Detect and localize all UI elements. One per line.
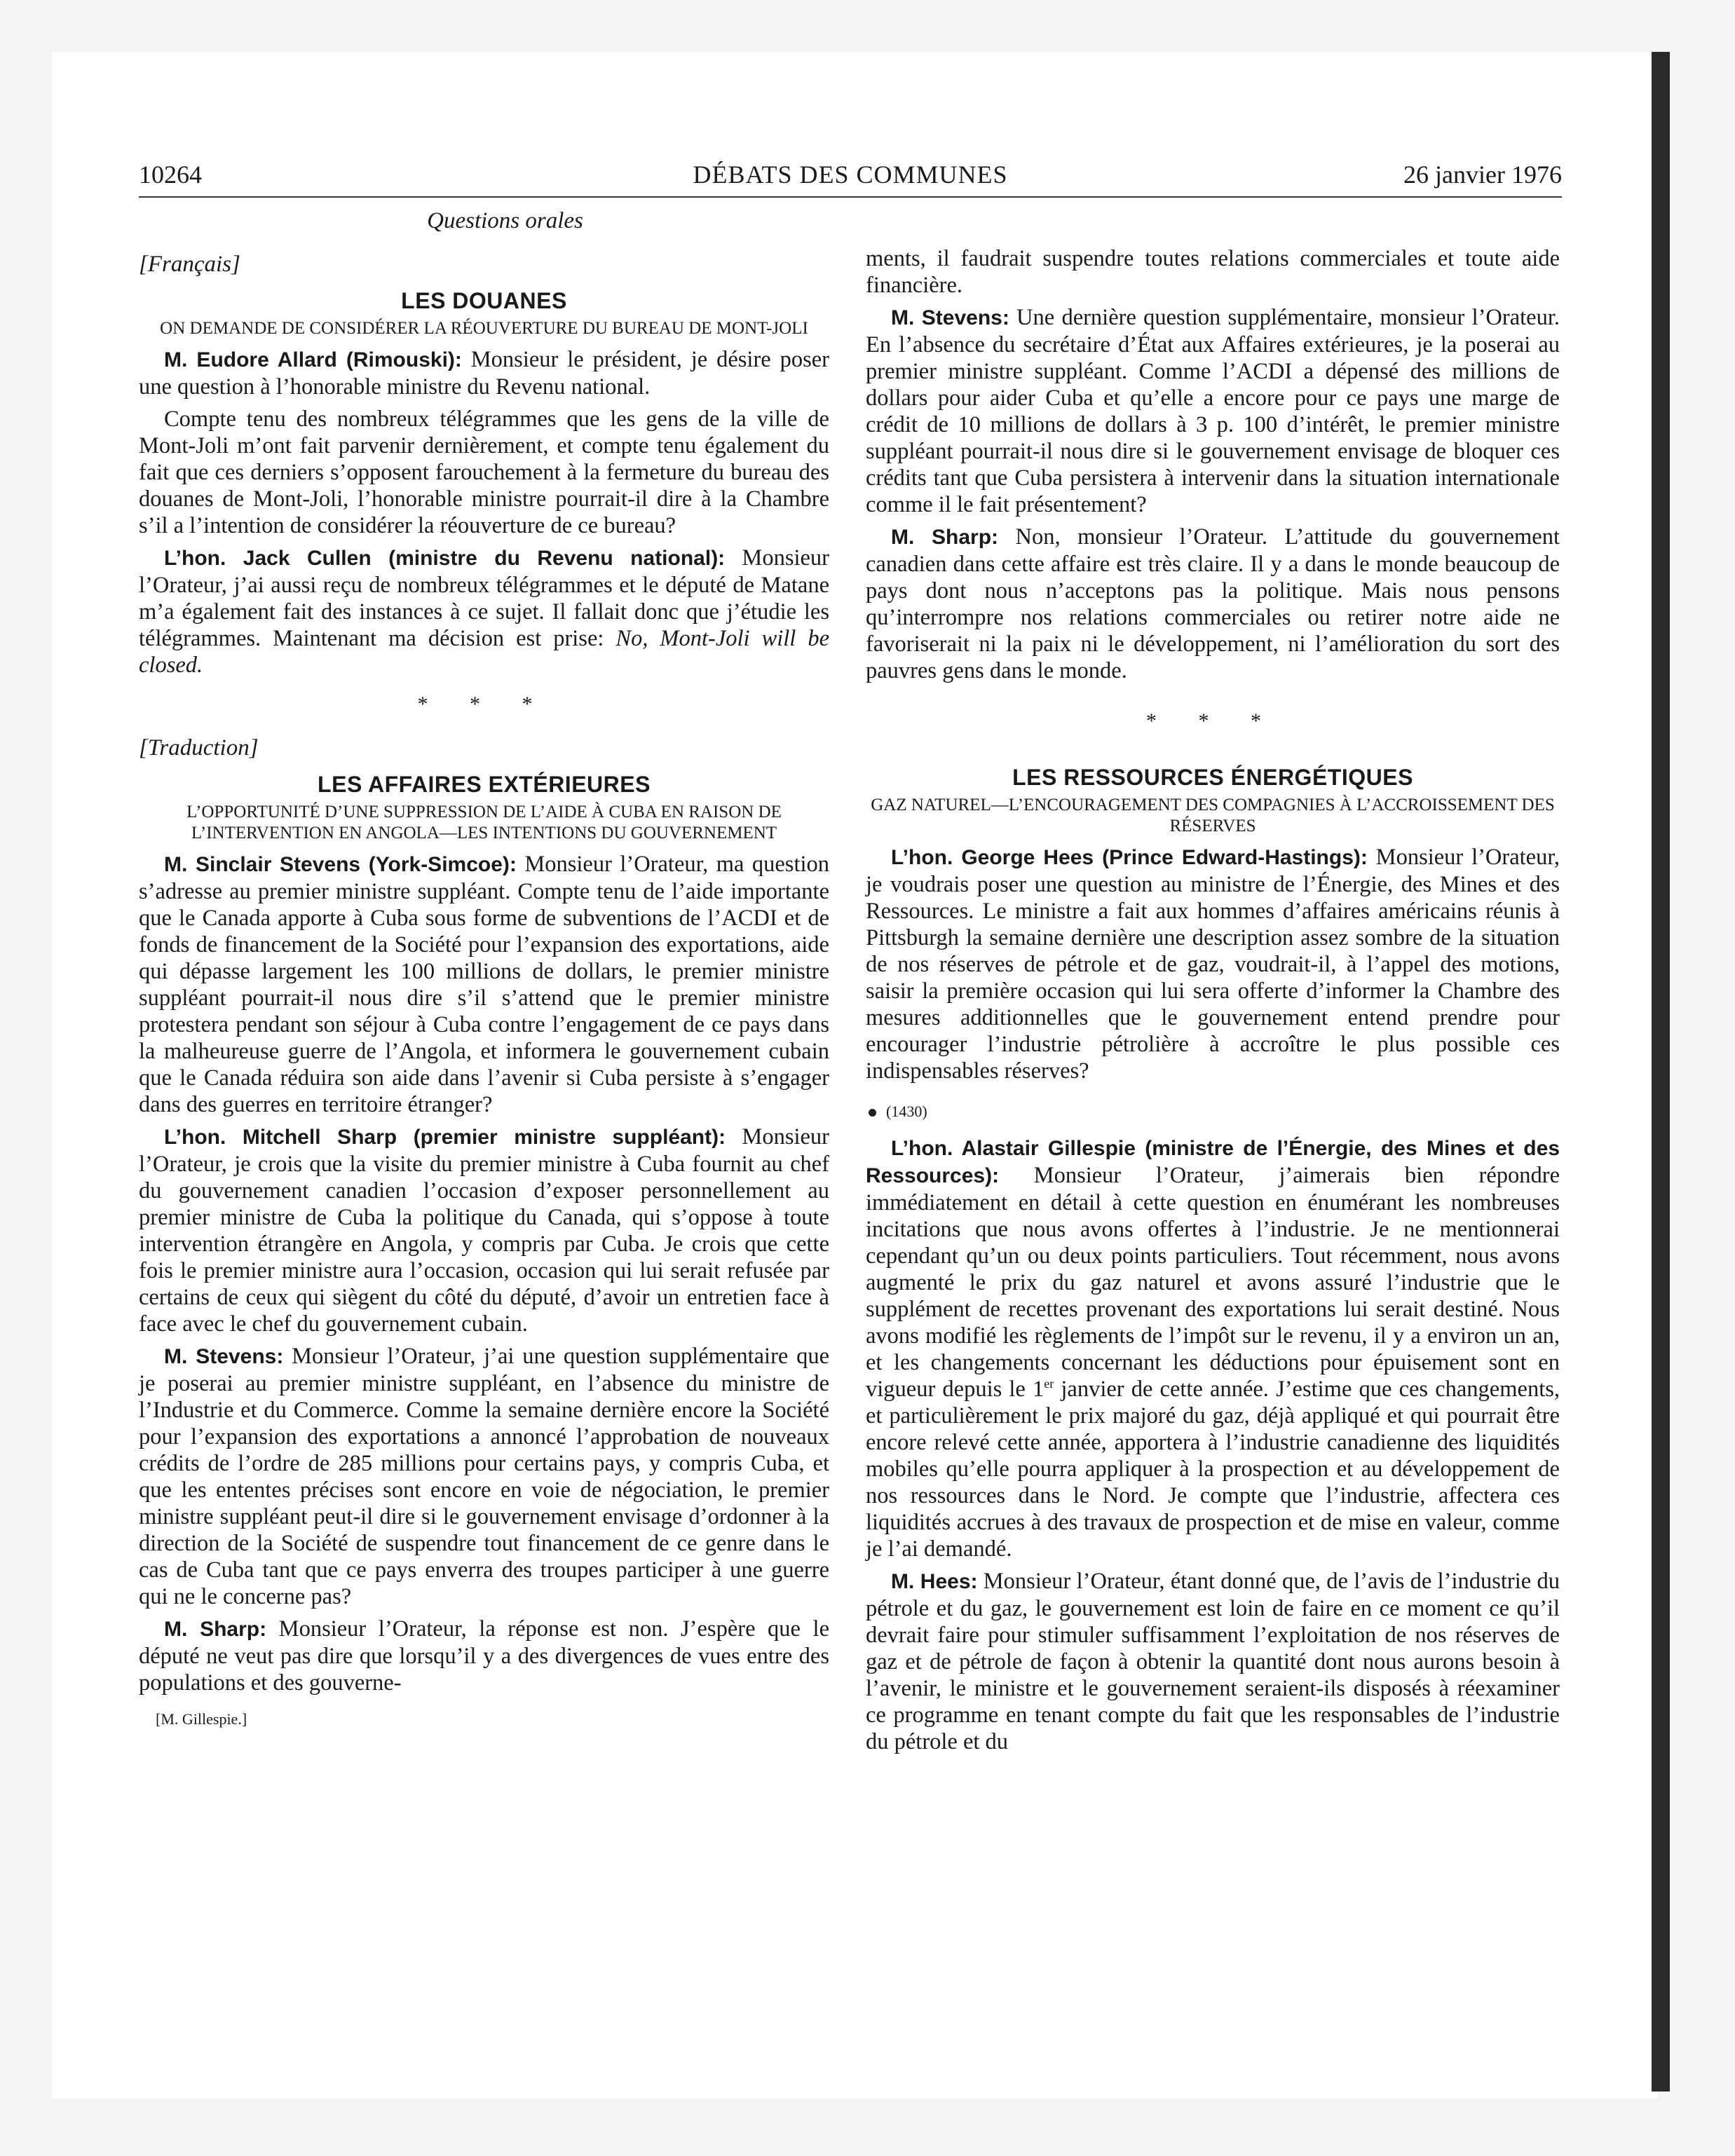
page-header xyxy=(139,160,1562,198)
paragraph xyxy=(139,545,829,678)
paragraph xyxy=(866,524,1560,684)
bullet-icon xyxy=(869,1109,876,1117)
left-column xyxy=(139,207,829,1733)
speaker-name: M. Sinclair Stevens (York-Simcoe): xyxy=(164,853,517,876)
language-marker: [Français] xyxy=(139,252,240,277)
speech-text: Non, monsieur l’Orateur. L’attitude du gouvernement canadien dans cette affaire est très claire. Il y a dans le monde beaucoup de pays dont nous n’acceptons pas la politique. Mais nous pensons qu’interrompre nos relations commerciales ou retirer notre aide ne favoriserait ni la paix ni le développement, ni l’amélioration du sort des pauvres gens dans le monde. xyxy=(866,524,1560,683)
subheading-gaz-naturel: GAZ NATUREL—L’ENCOURAGEMENT DES COMPAGNIES À L’ACCROISSEMENT DES RÉSERVES xyxy=(871,796,1555,835)
page-number: 10264 xyxy=(139,161,202,189)
speech-text: Monsieur l’Orateur, j’ai une question supplémentaire que je poserai au premier ministre suppléant, en l’absence du ministre de l’Industrie et du Commerce. Comme la semaine dernière encore la Société pour l’expansion des exportations a annoncé l’approbation de nouveaux crédits de l’ordre de 285 millions pour certains pays, y compris Cuba, et que les ententes précises sont encore en voie de négociation, le premier ministre suppléant peut-il dire si le gouvernement envisage d’ordonner à la direction de la Société de suspendre tout financement de ce genre dans le cas de Cuba tant que ce pays enverra des troupes participer à une guerre qui ne le concerne pas? xyxy=(139,1344,829,1609)
subheading-cuba: L’OPPORTUNITÉ D’UNE SUPPRESSION DE L’AIDE À CUBA EN RAISON DE L’INTERVENTION EN ANGOLA—LES INTENTIONS DU GOUVERNEMENT xyxy=(186,803,782,842)
speaker-name: L’hon. George Hees (Prince Edward-Hastings): xyxy=(891,846,1368,869)
section-separator: * * * xyxy=(1146,709,1279,732)
speech-text: Monsieur l’Orateur, la réponse est non. J’espère que le député ne veut pas dire que lorsqu’il y a des divergences de vues entre des populations et des gouverne- xyxy=(139,1616,830,1696)
heading-douanes: LES DOUANES xyxy=(401,288,567,313)
speech-text: Monsieur l’Orateur, étant donné que, de l’avis de l’industrie du pétrole et du gaz, le gouvernement est loin de faire en ce moment ce qu’il devrait faire pour stimuler suffisamment l’exploitation de nos réserves de gaz et de pétrole de façon à obtenir la quantité dont nous aurons besoin à l’avenir, le ministre et le gouvernement seraient-ils disposés à réexaminer ce programme en tenant compte du fait que les responsables de l’industrie du pétrole et du xyxy=(866,1569,1560,1754)
subheading-douanes: ON DEMANDE DE CONSIDÉRER LA RÉOUVERTURE DU BUREAU DE MONT-JOLI xyxy=(160,319,808,338)
paragraph xyxy=(139,1124,829,1337)
speech-text: Une dernière question supplémentaire, monsieur l’Orateur. En l’absence du secrétaire d’État aux Affaires extérieures, je la poserai au premier ministre suppléant. Comme l’ACDI a dépensé des millions de dollars pour aider Cuba et qu’elle a encore pour ce pays une marge de crédit de 10 millions de dollars à 3 p. 100 d’intérêt, le premier ministre suppléant pourrait-il nous dire si le gouvernement envisage de bloquer ces crédits tant que Cuba persistera à intervenir dans la situation internationale comme il le fait présentement? xyxy=(866,305,1560,517)
speech-text: Monsieur l’Orateur, ma question s’adresse au premier ministre suppléant. Compte tenu de l’aide importante que le Canada apporte à Cuba sous forme de subventions de l’ACDI et de fonds de financement de la Société pour l’expansion des exportations, aide qui dépasse largement les 100 millions de dollars, le premier ministre suppléant pourrait-il nous dire s’il s’attend que le premier ministre protestera pendant son séjour à Cuba contre l’engagement de ce pays dans la malheureuse guerre de l’Angola, et informera le gouvernement cubain que le Canada réduira son aide dans l’avenir si Cuba persiste à s’engager dans des guerres en territoire étranger? xyxy=(139,852,829,1117)
paragraph: ments, il faudrait suspendre toutes relations commerciales et toute aide financière. xyxy=(866,246,1560,298)
speaker-name: M. Stevens: xyxy=(891,306,1009,329)
publication-title: DÉBATS DES COMMUNES xyxy=(693,161,1008,189)
scan-edge-bar xyxy=(1652,52,1670,2092)
paragraph xyxy=(866,1135,1560,1562)
ordinal-superscript: er xyxy=(1044,1377,1054,1391)
speaker-name: M. Sharp: xyxy=(891,526,999,549)
speaker-name: M. Hees: xyxy=(891,1570,978,1593)
speaker-name: M. Sharp: xyxy=(164,1618,267,1641)
language-marker: [Traduction] xyxy=(139,735,259,760)
speech-text-italic: No, Mont-Joli will be closed. xyxy=(139,626,829,678)
footnote: [M. Gillespie.] xyxy=(156,1710,247,1728)
heading-ressources-energetiques: LES RESSOURCES ÉNERGÉTIQUES xyxy=(1012,765,1413,790)
timestamp-text: (1430) xyxy=(886,1103,927,1120)
right-column xyxy=(866,245,1560,1755)
paragraph xyxy=(139,346,829,400)
paragraph: Compte tenu des nombreux télégrammes que les gens de la ville de Mont-Joli m’ont fait parvenir dernièrement, et compte tenu également du fait que ces derniers s’opposent farouchement à la fermeture du bureau des douanes de Mont-Joli, l’honorable ministre pourrait-il dire à la Chambre s’il a l’intention de considérer la réouverture de ce bureau? xyxy=(139,407,829,538)
speech-text: Monsieur l’Orateur, j’aimerais bien répondre immédiatement en détail à cette question en énumérant les nombreuses incitations que nous avons offertes à l’industrie. Je ne mentionnerai cependant qu’un ou deux points particuliers. Tout récemment, nous avons augmenté le prix du gaz naturel et avons assuré l’industrie que le supplément de recettes provenant des exportations lui serait destiné. Nous avons modifié les règlements de l’impôt sur le revenu, il y a environ un an, et les changements concernant les déductions pour épuisement sont en vigueur depuis le 1 xyxy=(866,1163,1560,1402)
paragraph xyxy=(866,1568,1560,1755)
paragraph xyxy=(866,844,1560,1084)
section-separator: * * * xyxy=(417,692,551,716)
speech-text: Monsieur le président, je désire poser une question à l’honorable ministre du Revenu national. xyxy=(139,347,829,400)
paragraph xyxy=(139,851,829,1118)
speaker-name: L’hon. Alastair Gillespie (ministre de l’Énergie, des Mines et des Ressources): xyxy=(866,1137,1560,1187)
speech-text: Monsieur l’Orateur, je crois que la visite du premier ministre à Cuba fournit au chef du gouvernement canadien l’occasion d’exposer personnellement au premier ministre de Cuba la politique du Canada, qui s’oppose à toute intervention étrangère en Angola, y compris par Cuba. Je crois que cette fois le premier ministre aura l’occasion, occasion qui lui serait refusée par certains de ceux qui siègent du côté du député, d’avoir un entretien face à face avec le chef du gouvernement cubain. xyxy=(139,1124,829,1337)
section-title: Questions orales xyxy=(427,208,583,233)
speaker-name: M. Eudore Allard (Rimouski): xyxy=(164,348,462,371)
speech-text: Monsieur l’Orateur, je voudrais poser une question au ministre de l’Énergie, des Mines et des Ressources. Le ministre a fait aux hommes d’affaires américains réunis à Pittsburgh la semaine dernière une description assez sombre de la situation de nos réserves de pétrole et de gaz, voudrait-il, à l’appel des motions, saisir la première occasion qui lui sera offerte d’informer la Chambre des mesures additionnelles que le gouvernement entend prendre pour encourager l’industrie pétrolière à accroître le plus possible ces indispensables réserves? xyxy=(866,845,1560,1084)
speech-text: janvier de cette année. J’estime que ces changements, et particulièrement le prix majoré du gaz, déjà appliqué et qui pourrait être encore relevé cette année, apportera à l’industrie canadienne des liquidités mobiles qu’elle pourra appliquer à la prospection et au développement de nos ressources dans le Nord. Je compte que l’industrie, affectera ces liquidités accrues à des travaux de prospection et de mise en valeur, comme je l’ai demandé. xyxy=(866,1377,1560,1562)
paragraph xyxy=(139,1616,829,1696)
speech-text: Monsieur l’Orateur, j’ai aussi reçu de nombreux télégrammes et le député de Matane m’a également fait des instances à ce sujet. Il fallait donc que j’étudie les télégrammes. Maintenant ma décision est prise: xyxy=(139,545,829,651)
paragraph xyxy=(866,304,1560,518)
paragraph xyxy=(139,1343,829,1610)
speaker-name: L’hon. Mitchell Sharp (premier ministre suppléant): xyxy=(164,1126,726,1149)
page-date: 26 janvier 1976 xyxy=(1403,161,1562,189)
heading-affaires-exterieures: LES AFFAIRES EXTÉRIEURES xyxy=(318,772,651,797)
timestamp-marker xyxy=(866,1098,1560,1125)
speaker-name: L’hon. Jack Cullen (ministre du Revenu national): xyxy=(164,547,726,570)
speaker-name: M. Stevens: xyxy=(164,1345,284,1368)
